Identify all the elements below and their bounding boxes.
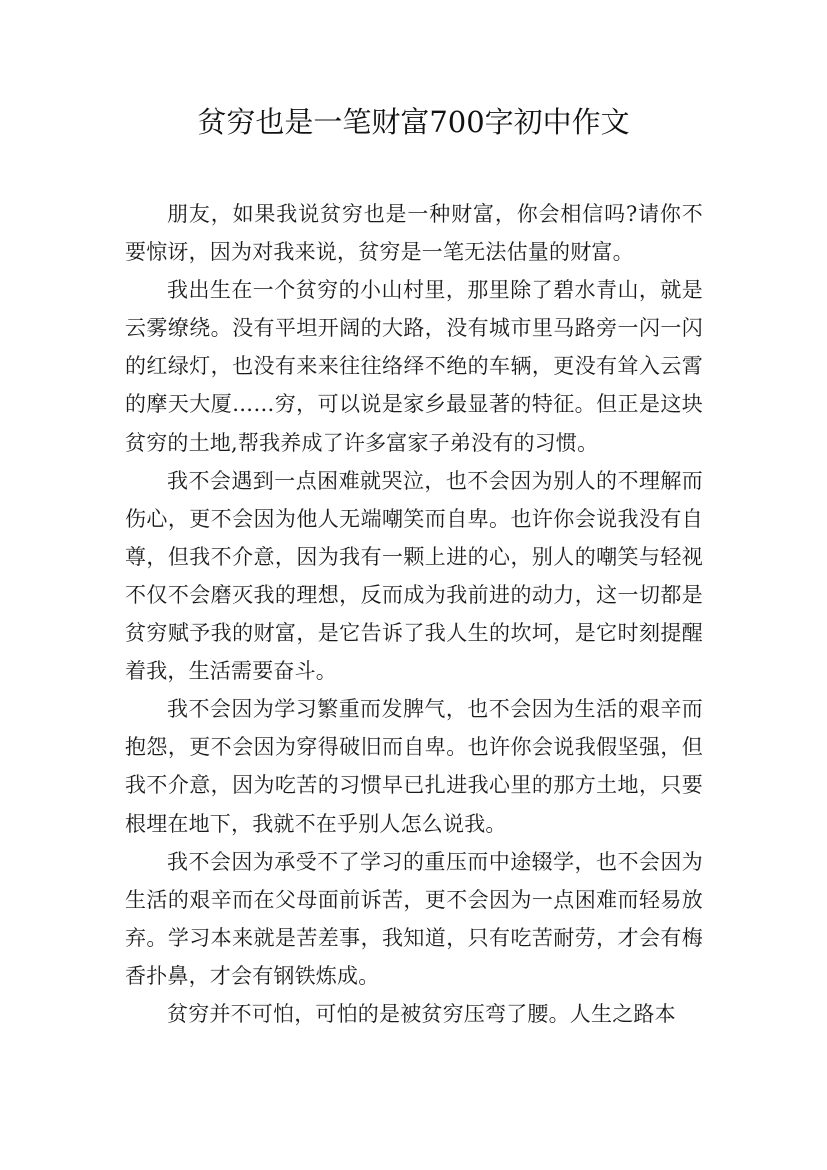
document-title: 贫穷也是一笔财富700字初中作文 [197, 105, 630, 139]
paragraph: 贫穷并不可怕，可怕的是被贫穷压弯了腰。人生之路本 [167, 1001, 676, 1026]
paragraph: 我出生在一个贫穷的小山村里，那里除了碧水青山，就是云雾缭绕。没有平坦开阔的大路，没有城市里马路旁一闪一闪的红绿灯，也没有来来往往络绎不绝的车辆，更没有耸入云霄的摩天大厦……穷，可以说是家乡最显著的特征。但正是这块贫穷的土地,帮我养成了许多富家子弟没有的习惯。 [125, 278, 703, 455]
document-body [125, 195, 703, 1033]
paragraph: 我不会遇到一点困难就哭泣，也不会因为别人的不理解而伤心，更不会因为他人无端嘲笑而自卑。也许你会说我没有自尊，但我不介意，因为我有一颗上进的心，别人的嘲笑与轻视不仅不会磨灭我的理想，反而成为我前进的动力，这一切都是贫穷赋予我的财富，是它告诉了我人生的坎坷，是它时刻提醒着我，生活需要奋斗。 [125, 468, 703, 684]
paragraph: 我不会因为学习繁重而发脾气，也不会因为生活的艰辛而抱怨，更不会因为穿得破旧而自卑。也许你会说我假坚强，但我不介意，因为吃苦的习惯早已扎进我心里的那方土地，只要根埋在地下，我就不在乎别人怎么说我。 [125, 697, 703, 836]
paragraph: 朋友，如果我说贫穷也是一种财富，你会相信吗?请你不要惊讶，因为对我来说，贫穷是一笔无法估量的财富。 [125, 202, 703, 265]
paragraph: 我不会因为承受不了学习的重压而中途辍学，也不会因为生活的艰辛而在父母面前诉苦，更不会因为一点困难而轻易放弃。学习本来就是苦差事，我知道，只有吃苦耐劳，才会有梅香扑鼻，才会有钢铁炼成。 [125, 849, 703, 988]
